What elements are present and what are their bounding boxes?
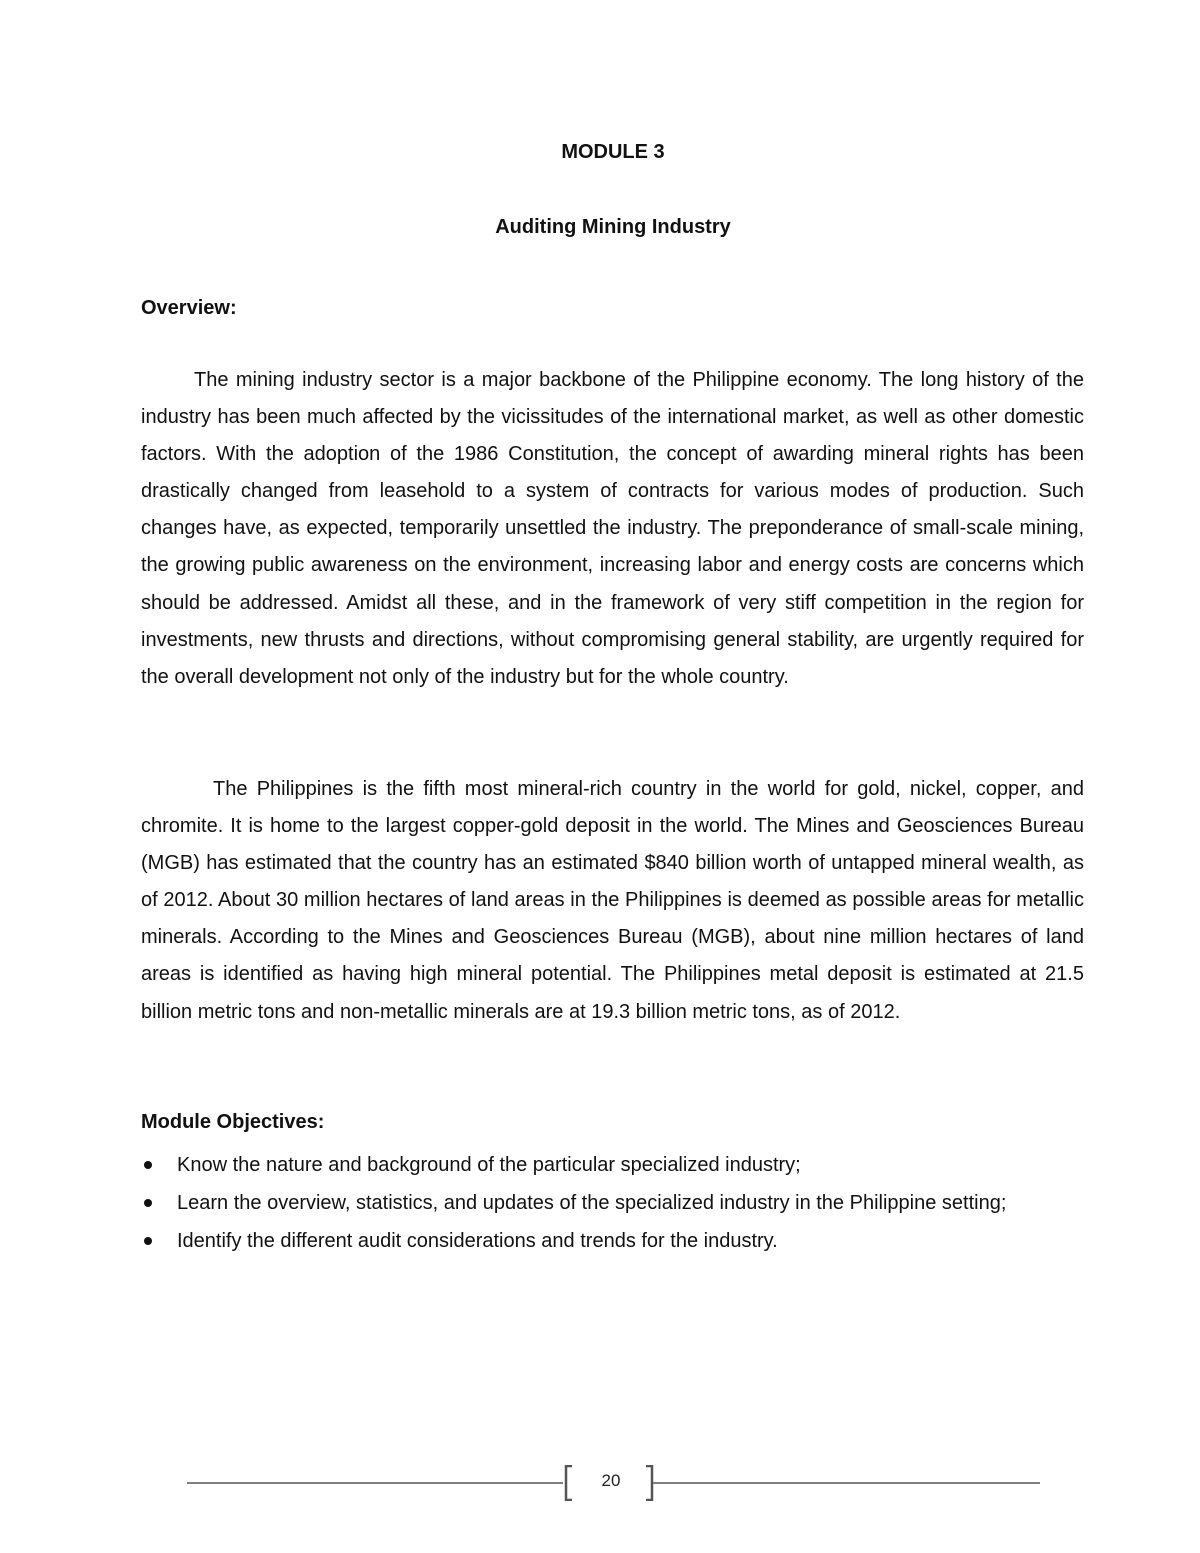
objectives-list [141,1146,1141,1260]
page-number: 20 [601,1471,621,1490]
objective-text: Know the nature and background of the particular specialized industry; [177,1154,801,1176]
overview-paragraph-2: The Philippines is the fifth most mineral-rich country in the world for gold, nickel, copper, and chromite. It is home to the largest copper-gold deposit in the world. The Mines and Geosciences Bureau (MGB) has estimated that the country has an estimated $840 billion worth of untapped mineral wealth, as of 2012. About 30 million hectares of land areas in the Philippines is deemed as possible areas for metallic minerals. According to the Mines and Geosciences Bureau (MGB), about nine million hectares of land areas is identified as having high mineral potential. The Philippines metal deposit is estimated at 21.5 billion metric tons and non-metallic minerals are at 19.3 billion metric tons, as of 2012. [141,778,1084,1023]
module-label: MODULE 3 [561,141,665,163]
overview-heading: Overview: [141,297,237,319]
left-brace-icon [563,1465,573,1501]
objective-item [141,1146,1141,1184]
bullet-icon [144,1237,152,1245]
page-footer [0,1455,1200,1515]
objective-text: Identify the different audit considerations and trends for the industry. [177,1230,778,1252]
objectives-heading: Module Objectives: [141,1111,325,1133]
objective-item [141,1184,1141,1222]
objective-text: Learn the overview, statistics, and updates of the specialized industry in the Philippine setting; [177,1192,1007,1214]
footer-rule-right [653,1482,1040,1484]
bullet-icon [144,1161,152,1169]
bullet-icon [144,1199,152,1207]
module-title: Auditing Mining Industry [495,216,731,238]
overview-paragraph-1: The mining industry sector is a major backbone of the Philippine economy. The long history of the industry has been much affected by the vicissitudes of the international market, as well as other domestic factors. With the adoption of the 1986 Constitution, the concept of awarding mineral rights has been drastically changed from leasehold to a system of contracts for various modes of production. Such changes have, as expected, temporarily unsettled the industry. The preponderance of small-scale mining, the growing public awareness on the environment, increasing labor and energy costs are concerns which should be addressed. Amidst all these, and in the framework of very stiff competition in the region for investments, new thrusts and directions, without compromising general stability, are urgently required for the overall development not only of the industry but for the whole country. [141,369,1084,688]
objective-item [141,1222,1141,1260]
footer-rule-left [187,1482,563,1484]
